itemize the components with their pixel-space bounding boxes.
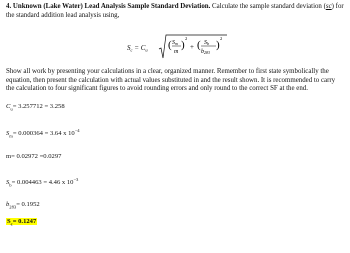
question-prompt-after: ) for the standard addition lead analysis using, [6, 3, 344, 19]
value-cu: $C_u= 3.257712 = 3.258$ [6, 103, 65, 112]
paren-right-1: ) [181, 39, 185, 51]
paren-right-2: ) [216, 39, 220, 51]
sc-symbol: sc [325, 3, 332, 10]
value-sb: $S_b= 0.004463 = 4.46$ x $10^{-3}$ [6, 177, 79, 188]
question-prompt-before: Calculate the sample standard deviation ( [210, 3, 326, 10]
term1-denominator: m [174, 49, 179, 55]
plus-sign: + [190, 43, 194, 51]
formula-lhs: $S_c = C_u$ [127, 44, 148, 53]
value-b283: $b_{283}= 0.1952$ [6, 201, 40, 210]
exponent-2: 2 [220, 36, 223, 41]
value-sm: $S_m= 0.000364 = 3.64$ x $10^{-4}$ [6, 128, 80, 139]
question-heading [6, 3, 344, 20]
term1-numerator: Sm [172, 40, 178, 46]
paren-left-2: ( [197, 39, 201, 51]
value-m: m= 0.02972 =0.0297 [6, 153, 62, 160]
value-sc-result [6, 218, 37, 226]
term2-numerator: Sb [204, 40, 209, 46]
question-title: 4. Unknown (Lake Water) Lead Analysis Sample Standard Deviation. [6, 3, 211, 10]
result-highlight: $S_c= 0.1247$ [7, 218, 37, 227]
term2-denominator: b283 [201, 49, 210, 55]
std-dev-formula [127, 34, 227, 62]
paren-left-1: ( [168, 39, 172, 51]
instructions-paragraph: Show all work by presenting your calculations in a clear, organized manner. Remember to first state symbolically the equation, then present the calculation with actual values substituted in and the result shown. It is recommended to carry the calculation to four significant figures to avoid rounding errors and only round to the correct SF at the end. [6, 68, 336, 93]
exponent-1: 2 [185, 36, 188, 41]
